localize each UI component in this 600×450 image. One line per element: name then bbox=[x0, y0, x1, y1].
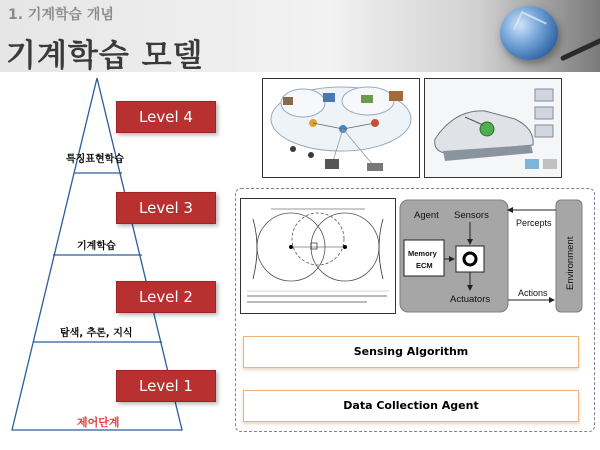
ecm-label: ECM bbox=[416, 261, 433, 270]
tier-label-machine-learning: 기계학습 bbox=[77, 241, 116, 252]
percepts-label: Percepts bbox=[516, 218, 552, 228]
sensor-network-image bbox=[262, 78, 420, 178]
level-4-box: Level 4 bbox=[116, 101, 216, 133]
crumpled-paper-ball-image bbox=[430, 0, 600, 72]
section-label: 1. 기계학습 개념 bbox=[8, 7, 114, 23]
tier-label-feature-learning: 특징표현학습 bbox=[66, 154, 124, 165]
sensors-label: Sensors bbox=[454, 210, 489, 221]
agent-label: Agent bbox=[414, 210, 439, 221]
data-collection-agent-box: Data Collection Agent bbox=[243, 390, 579, 422]
signal-coverage-image bbox=[240, 198, 396, 314]
slide-header bbox=[0, 0, 600, 72]
actions-label: Actions bbox=[518, 288, 548, 298]
level-3-box: Level 3 bbox=[116, 192, 216, 224]
environment-label: Environment bbox=[565, 236, 576, 290]
level-1-box: Level 1 bbox=[116, 370, 216, 402]
memory-label: Memory bbox=[408, 249, 437, 258]
tier-label-search-reasoning: 탐색, 추론, 지식 bbox=[60, 328, 133, 339]
tier-label-control: 제어단계 bbox=[77, 416, 120, 429]
sensing-algorithm-box: Sensing Algorithm bbox=[243, 336, 579, 368]
slide-title: 기계학습 모델 bbox=[6, 38, 204, 74]
level-2-box: Level 2 bbox=[116, 281, 216, 313]
smart-shoe-image bbox=[424, 78, 562, 178]
agent-environment-diagram bbox=[396, 196, 588, 316]
actuators-label: Actuators bbox=[450, 294, 491, 305]
pen-image bbox=[560, 32, 600, 62]
